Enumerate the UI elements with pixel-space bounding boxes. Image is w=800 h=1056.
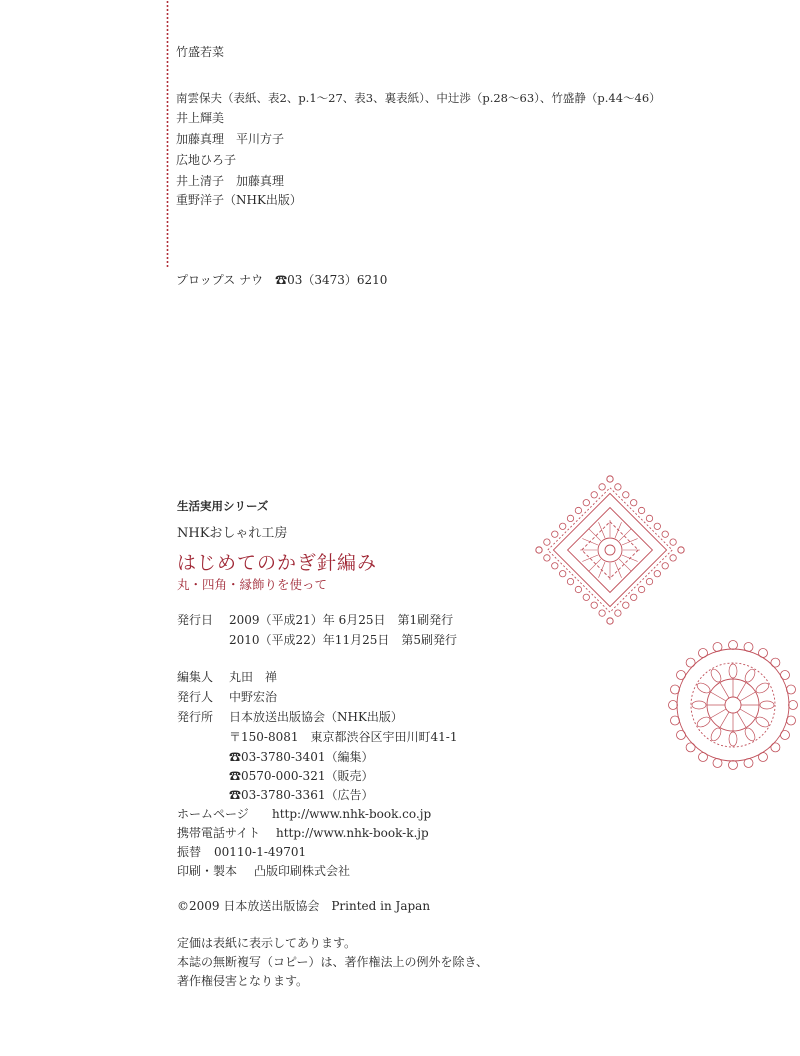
book-title: はじめてのかぎ針編み <box>177 552 378 574</box>
publication-line: 2009（平成21）年 6月25日 第1刷発行 <box>229 613 454 627</box>
square-doily-scallop <box>670 555 676 561</box>
credit-value: プロップス ナウ ☎03（3473）6210 <box>176 273 388 287</box>
round-doily-scallop <box>781 731 790 740</box>
round-doily-scallop <box>686 658 695 667</box>
square-doily-scallop <box>591 602 597 608</box>
dotted-divider <box>166 0 169 268</box>
square-doily-center <box>598 538 622 562</box>
round-doily-core <box>725 697 741 713</box>
round-doily-spoke <box>740 709 756 718</box>
round-doily-scallop <box>781 671 790 680</box>
square-doily-scallop <box>678 547 684 553</box>
round-doily-ring-mid <box>691 663 775 747</box>
square-doily-scallop <box>552 563 558 569</box>
square-doily-scallop <box>575 586 581 592</box>
round-doily-scallop <box>671 716 680 725</box>
square-doily-scallop <box>607 476 613 482</box>
round-doily-petal <box>760 701 774 709</box>
square-doily-spoke <box>582 555 598 562</box>
square-doily-scallop <box>599 610 605 616</box>
publication-line: 2010（平成22）年11月25日 第5刷発行 <box>229 633 457 647</box>
square-doily-scallop <box>544 539 550 545</box>
square-doily-scallop <box>615 610 621 616</box>
round-doily-scallop <box>677 671 686 680</box>
square-doily-scallop <box>567 515 573 521</box>
square-doily-scallop <box>567 578 573 584</box>
square-doily-scallop <box>575 507 581 513</box>
round-doily-petal <box>729 664 737 678</box>
round-doily-spoke <box>740 692 756 701</box>
round-doily-scallop <box>771 743 780 752</box>
round-doily-scallop <box>744 759 753 768</box>
square-doily-spoke <box>599 562 606 578</box>
credit-value: 竹盛若菜 <box>176 45 225 59</box>
square-doily-scallop <box>560 523 566 529</box>
square-doily-spoke <box>622 539 638 546</box>
round-doily-scallop <box>759 753 768 762</box>
square-doily-outer-2 <box>548 488 672 612</box>
round-doily-petal <box>743 726 757 742</box>
square-doily-scallop <box>599 484 605 490</box>
printing-label: 印刷・製本 <box>177 864 238 878</box>
square-doily-scallop <box>623 492 629 498</box>
round-doily-scallop <box>669 701 678 710</box>
square-doily-scallop <box>662 563 668 569</box>
round-doily-scallop <box>744 643 753 652</box>
round-doily-illustration <box>666 638 800 772</box>
square-doily-scallop <box>591 492 597 498</box>
transfer-number: 00110-1-49701 <box>214 845 307 859</box>
round-doily-scallop <box>713 759 722 768</box>
square-doily-scallop <box>654 571 660 577</box>
round-doily-petal <box>696 715 712 729</box>
phone-editorial: ☎03-3780-3401（編集） <box>229 750 374 764</box>
round-doily-scallop <box>729 641 738 650</box>
round-doily-scallop <box>699 753 708 762</box>
round-doily-scallop <box>787 716 796 725</box>
round-doily-petal <box>709 668 723 684</box>
round-doily-petal <box>692 701 706 709</box>
round-doily-scallop <box>759 649 768 658</box>
round-doily-petal <box>709 726 723 742</box>
square-doily-scallop <box>646 578 652 584</box>
round-doily-scallop <box>686 743 695 752</box>
homepage-url[interactable]: http://www.nhk-book.co.jp <box>272 807 432 821</box>
credit-value: 井上輝美 <box>176 111 225 125</box>
credit-value: 南雲保夫（表紙、表2、p.1～27、表3、裏表紙）、中辻渉（p.28～63）、竹盛静（p.44～46） <box>176 91 661 105</box>
square-doily-scallop <box>662 531 668 537</box>
square-doily-spoke <box>615 562 622 578</box>
round-doily-petal <box>743 668 757 684</box>
square-doily-spoke <box>619 529 631 541</box>
round-doily-spoke <box>737 712 746 728</box>
square-doily-scallop <box>536 547 542 553</box>
publication-label: 発行日 <box>177 613 214 627</box>
square-doily-spoke <box>589 529 601 541</box>
phone-advertising: ☎03-3780-3361（広告） <box>229 788 374 802</box>
square-doily-scallop <box>544 555 550 561</box>
square-doily-spoke <box>589 559 601 571</box>
square-doily-scallop <box>638 586 644 592</box>
round-doily-scallop <box>729 761 738 770</box>
publisher-label: 発行所 <box>177 710 214 724</box>
round-doily-petal <box>754 681 770 695</box>
square-doily-spoke <box>622 555 638 562</box>
square-doily-scallop <box>607 618 613 624</box>
round-doily-scallop <box>771 658 780 667</box>
square-doily-illustration <box>530 470 690 630</box>
phone-sales: ☎0570-000-321（販売） <box>229 769 374 783</box>
square-doily-spoke <box>619 559 631 571</box>
credit-value: 広地ひろ子 <box>176 153 237 167</box>
issuer-label: 発行人 <box>177 690 214 704</box>
round-doily-scallop <box>787 685 796 694</box>
round-doily-spoke <box>720 712 729 728</box>
program-name: NHKおしゃれ工房 <box>177 526 288 541</box>
price-note: 定価は表紙に表示してあります。 <box>177 936 357 950</box>
square-doily-scallop <box>631 594 637 600</box>
square-doily-scallop <box>654 523 660 529</box>
square-doily-scallop <box>631 500 637 506</box>
round-doily-scallop <box>789 701 798 710</box>
square-doily-spoke <box>582 539 598 546</box>
mobile-site-url[interactable]: http://www.nhk-book-k.jp <box>276 826 429 840</box>
editor-label: 編集人 <box>177 670 214 684</box>
round-doily-spoke <box>711 692 727 701</box>
round-doily-spoke <box>711 709 727 718</box>
square-doily-spoke <box>599 522 606 538</box>
round-doily-scallop <box>699 649 708 658</box>
round-doily-scallop <box>713 643 722 652</box>
publisher-name: 日本放送出版協会（NHK出版） <box>229 710 403 724</box>
square-doily-scallop <box>552 531 558 537</box>
square-doily-spoke <box>615 522 622 538</box>
round-doily-spoke <box>720 683 729 699</box>
homepage-label: ホームページ <box>177 807 249 821</box>
square-doily-scallop <box>638 507 644 513</box>
square-doily-scallop <box>560 571 566 577</box>
credit-value: 井上清子 加藤真理 <box>176 174 285 188</box>
credit-value: 重野洋子（NHK出版） <box>176 193 302 207</box>
round-doily-petal <box>729 732 737 746</box>
publisher-address: 〒150-8081 東京都渋谷区宇田川町41-1 <box>229 730 458 744</box>
series-name: 生活実用シリーズ <box>177 499 269 513</box>
square-doily-outer <box>553 493 666 606</box>
square-doily-scallop <box>623 602 629 608</box>
round-doily-petal <box>754 715 770 729</box>
transfer-label: 振替 <box>177 845 202 859</box>
issuer-name: 中野宏治 <box>229 690 278 704</box>
round-doily-petal <box>696 681 712 695</box>
square-doily-core <box>605 545 615 555</box>
round-doily-spoke <box>737 683 746 699</box>
copy-note-continued: 著作権侵害となります。 <box>177 974 309 988</box>
copy-note: 本誌の無断複写（コピー）は、著作権法上の例外を除き、 <box>177 955 489 969</box>
printing-company: 凸版印刷株式会社 <box>254 864 351 878</box>
square-doily-scallop <box>670 539 676 545</box>
square-doily-scallop <box>615 484 621 490</box>
round-doily-scallop <box>677 731 686 740</box>
credit-value: 加藤真理 平川方子 <box>176 132 285 146</box>
round-doily-scallop <box>671 685 680 694</box>
square-doily-scallop <box>583 500 589 506</box>
editor-name: 丸田 禅 <box>229 670 278 684</box>
copyright-line: ©2009 日本放送出版協会 Printed in Japan <box>177 899 431 913</box>
square-doily-scallop <box>646 515 652 521</box>
book-subtitle: 丸・四角・縁飾りを使って <box>177 577 328 592</box>
mobile-site-label: 携帯電話サイト <box>177 826 261 840</box>
square-doily-scallop <box>583 594 589 600</box>
